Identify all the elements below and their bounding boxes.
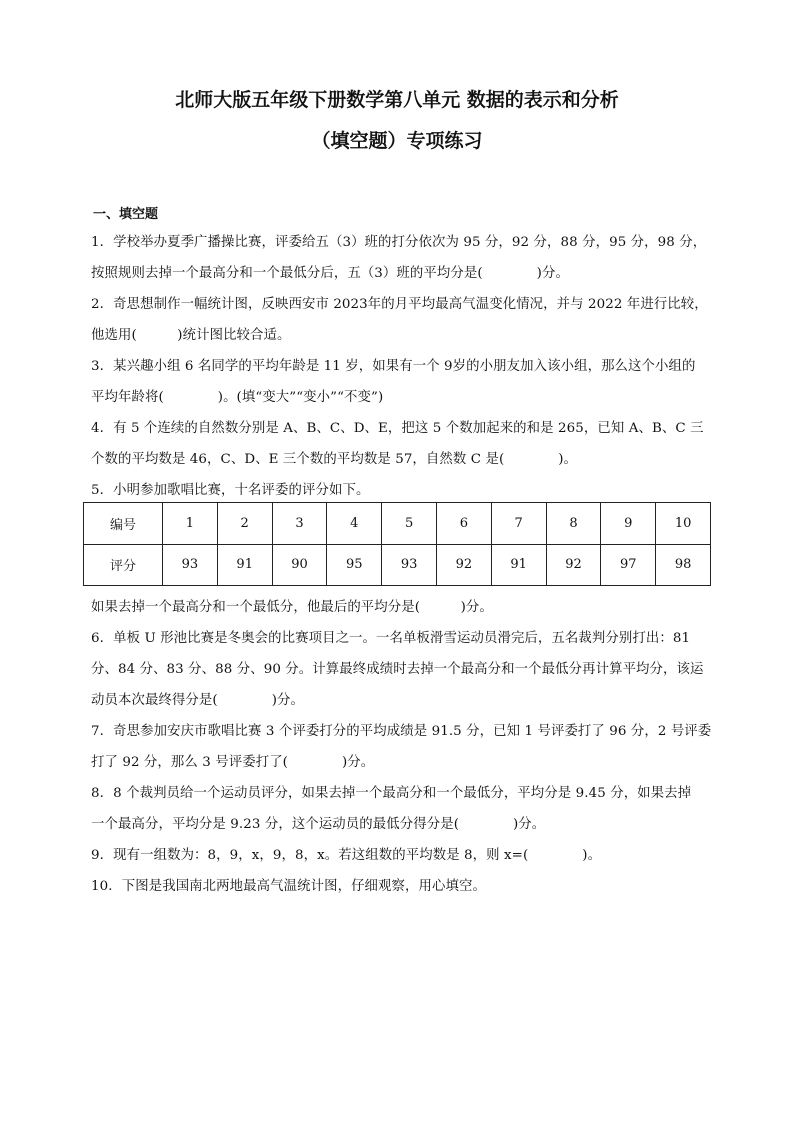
question-1-line-2: 按照规则去掉一个最高分和一个最低分后，五（3）班的平均分是( )分。 — [91, 266, 569, 281]
question-9-line-1: 9．现有一组数为：8，9，x，9，8，x。若这组数的平均数是 8，则 x=( )。 — [91, 848, 602, 863]
judges-score-table — [83, 502, 711, 586]
question-8-line-1: 8．8 个裁判员给一个运动员评分，如果去掉一个最高分和一个最低分，平均分是 9.45 分，如果去掉 — [91, 786, 692, 801]
table-row — [84, 544, 711, 586]
question-3-line-2: 平均年龄将( )。(填“变大”“变小”“不变”) — [91, 390, 384, 405]
page-subtitle: （填空题）专项练习 — [311, 130, 483, 152]
table-cell: 4 — [327, 503, 382, 545]
page-title: 北师大版五年级下册数学第八单元 数据的表示和分析 — [175, 89, 619, 111]
question-5-line-1: 5．小明参加歌唱比赛，十名评委的评分如下。 — [91, 483, 370, 498]
table-cell: 98 — [656, 544, 711, 586]
table-cell: 7 — [491, 503, 546, 545]
table-cell: 97 — [601, 544, 656, 586]
question-2-line-1: 2．奇思想制作一幅统计图，反映西安市 2023年的月平均最高气温变化情况，并与 2022 年进行比较， — [91, 297, 708, 312]
question-7-line-1: 7．奇思参加安庆市歌唱比赛 3 个评委打分的平均成绩是 91.5 分，已知 1 号评委打了 96 分，2 号评委 — [91, 724, 712, 739]
question-6-line-1: 6．单板 U 形池比赛是冬奥会的比赛项目之一。一名单板滑雪运动员滑完后，五名裁判分别打出：81 — [91, 631, 691, 646]
question-1-line-1: 1．学校举办夏季广播操比赛，评委给五（3）班的打分依次为 95 分，92 分，88 分，95 分，98 分， — [91, 235, 707, 250]
table-cell: 6 — [436, 503, 491, 545]
question-2-line-2: 他选用( )统计图比较合适。 — [91, 328, 291, 343]
question-6-line-3: 动员本次最终得分是( )分。 — [91, 693, 305, 708]
question-7-line-2: 打了 92 分，那么 3 号评委打了( )分。 — [91, 755, 375, 770]
table-cell: 3 — [272, 503, 327, 545]
section-heading: 一、填空题 — [93, 207, 159, 222]
table-cell: 2 — [217, 503, 272, 545]
table-cell: 93 — [163, 544, 218, 586]
table-cell: 91 — [217, 544, 272, 586]
table-cell: 90 — [272, 544, 327, 586]
table-cell: 10 — [656, 503, 711, 545]
table-cell: 91 — [491, 544, 546, 586]
table-cell: 92 — [546, 544, 601, 586]
table-row-label-score: 评分 — [84, 544, 163, 586]
question-5-line-2: 如果去掉一个最高分和一个最低分，他最后的平均分是( )分。 — [91, 600, 493, 615]
question-3-line-1: 3．某兴趣小组 6 名同学的平均年龄是 11 岁，如果有一个 9岁的小朋友加入该小组，那么这个小组的 — [91, 359, 696, 374]
question-8-line-2: 一个最高分，平均分是 9.23 分，这个运动员的最低分得分是( )分。 — [91, 817, 546, 832]
question-10-line-1: 10．下图是我国南北两地最高气温统计图，仔细观察，用心填空。 — [91, 879, 486, 894]
question-4-line-2: 个数的平均数是 46，C、D、E 三个数的平均数是 57，自然数 C 是( )。 — [91, 452, 578, 467]
table-row-label-number: 编号 — [84, 503, 163, 545]
question-4-line-1: 4．有 5 个连续的自然数分别是 A、B、C、D、E，把这 5 个数加起来的和是 265，已知 A、B、C 三 — [91, 421, 704, 436]
table-cell: 1 — [163, 503, 218, 545]
table-row — [84, 503, 711, 545]
question-6-line-2: 分、84 分、83 分、88 分、90 分。计算最终成绩时去掉一个最高分和一个最低分再计算平均分，该运 — [91, 662, 704, 677]
table-cell: 5 — [382, 503, 437, 545]
table-cell: 8 — [546, 503, 601, 545]
table-cell: 95 — [327, 544, 382, 586]
table-cell: 9 — [601, 503, 656, 545]
table-cell: 92 — [436, 544, 491, 586]
table-cell: 93 — [382, 544, 437, 586]
